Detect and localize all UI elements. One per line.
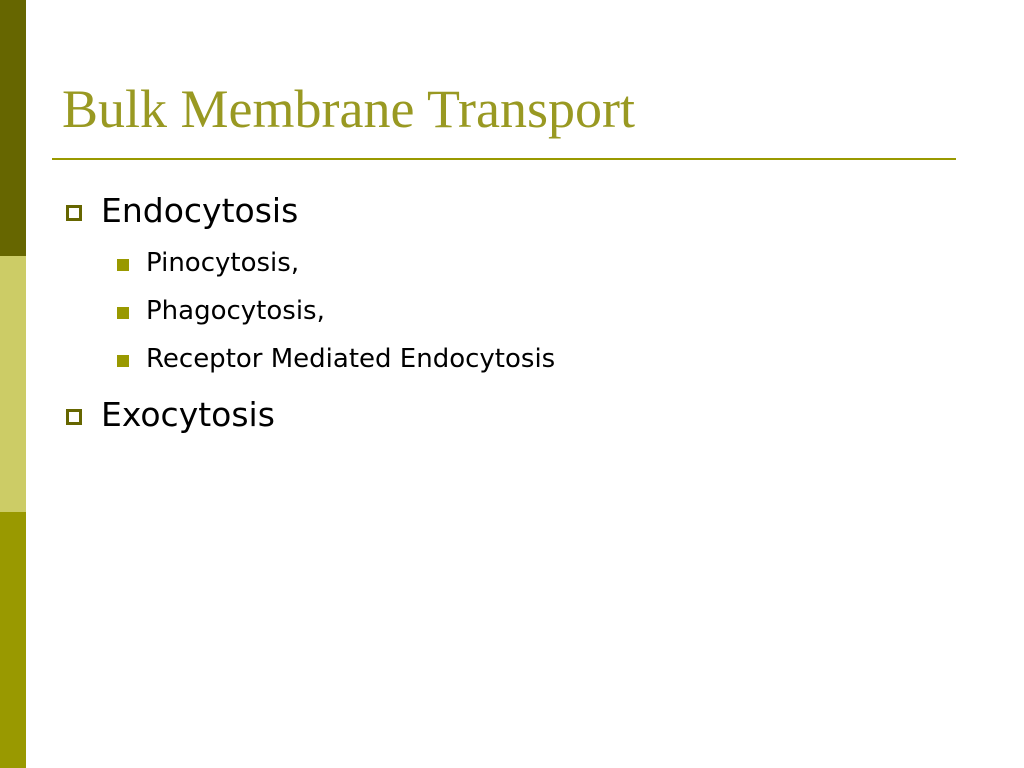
square-bullet-icon (117, 307, 129, 319)
title-divider (52, 158, 956, 160)
sidebar-band-light (0, 256, 26, 512)
square-outline-bullet-icon (66, 409, 82, 425)
bullet-label: Endocytosis (101, 191, 299, 230)
square-bullet-icon (117, 355, 129, 367)
bullet-label: Exocytosis (101, 395, 275, 434)
slide-title: Bulk Membrane Transport (62, 79, 635, 139)
square-outline-bullet-icon (66, 205, 82, 221)
sub-bullet-label: Receptor Mediated Endocytosis (146, 344, 556, 374)
sub-bullet-label: Phagocytosis, (146, 296, 325, 326)
square-bullet-icon (117, 259, 129, 271)
sidebar-band-dark (0, 0, 26, 256)
sub-bullet-label: Pinocytosis, (146, 248, 300, 278)
sidebar-band-olive (0, 512, 26, 768)
